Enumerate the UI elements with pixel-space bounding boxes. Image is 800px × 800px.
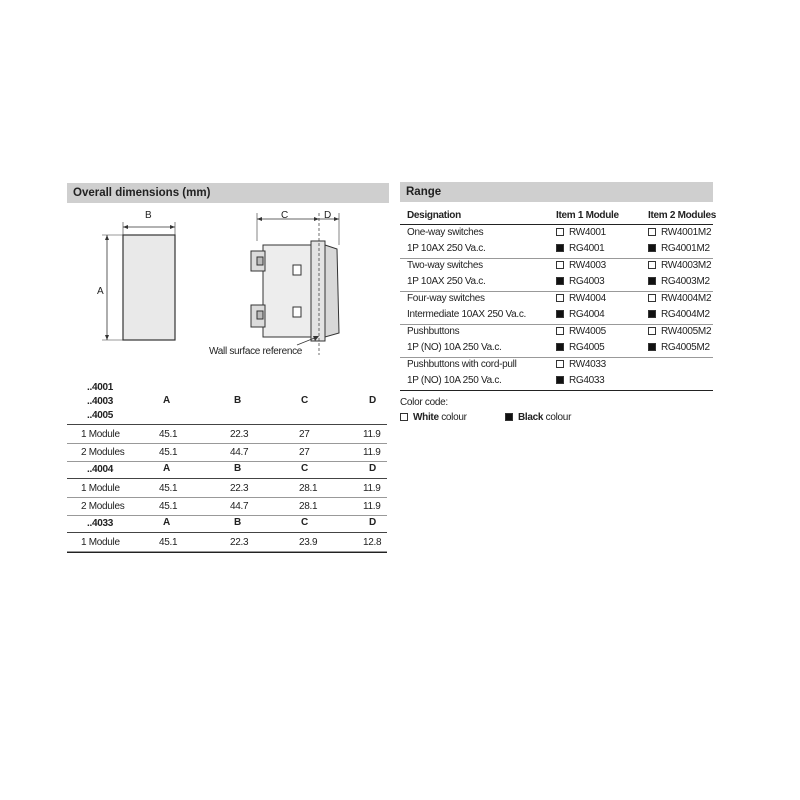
dim-row: 1 Module 45.1 22.3 27 11.9 (81, 429, 381, 440)
label-c: C (281, 210, 289, 221)
dim-col-header: C (301, 517, 308, 528)
col-item1: Item 1 Module (556, 210, 619, 221)
col-item2: Item 2 Modules (648, 210, 717, 221)
black-swatch-icon (556, 244, 564, 252)
white-swatch-icon (648, 327, 656, 335)
color-code-label: Color code: (400, 397, 448, 408)
range-item-code: RW4005M2 (648, 326, 711, 337)
range-designation: Pushbuttons with cord-pull (407, 359, 517, 370)
dim-col-header: B (234, 463, 241, 474)
dim-row: 1 Module 45.1 22.3 28.1 11.9 (81, 483, 381, 494)
range-item-code: RW4003M2 (648, 260, 711, 271)
label-d: D (324, 210, 332, 221)
white-swatch-icon (648, 228, 656, 236)
range-designation: Two-way switches (407, 260, 483, 271)
range-designation: 1P 10AX 250 Va.c. (407, 275, 486, 287)
label-b: B (145, 210, 152, 221)
range-designation: Pushbuttons (407, 326, 460, 337)
white-swatch-icon (556, 228, 564, 236)
range-item-code: RG4001M2 (648, 243, 710, 254)
range-item-code: RW4005 (556, 326, 606, 337)
dim-col-header: A (163, 517, 170, 528)
label-a: A (97, 286, 104, 297)
range-item-code: RG4003 (556, 276, 604, 287)
dim-col-header: B (234, 395, 241, 406)
wall-surface-note: Wall surface reference (209, 346, 303, 357)
dim-col-header: A (163, 463, 170, 474)
dim-col-header: C (301, 395, 308, 406)
black-swatch-icon (556, 310, 564, 318)
range-item-code: RG4004M2 (648, 309, 710, 320)
range-designation: 1P (NO) 10A 250 Va.c. (407, 341, 502, 353)
white-swatch-icon (400, 413, 408, 421)
col-designation: Designation (407, 210, 461, 221)
black-swatch-icon (648, 277, 656, 285)
black-swatch-icon (648, 244, 656, 252)
range-item-code: RG4005 (556, 342, 604, 353)
range-item-code: RG4033 (556, 375, 604, 386)
color-code-black: Black colour (505, 412, 571, 423)
black-swatch-icon (505, 413, 513, 421)
dim-col-header: D (369, 517, 376, 528)
dim-group-code: ..4001 (87, 382, 114, 393)
white-swatch-icon (556, 360, 564, 368)
dim-row: 1 Module 45.1 22.3 23.9 12.8 (81, 537, 382, 548)
front-view (123, 235, 175, 340)
range-designation: Four-way switches (407, 293, 485, 304)
black-swatch-icon (556, 343, 564, 351)
range-item-code: RG4004 (556, 309, 604, 320)
range-table (400, 206, 717, 396)
dim-row: 2 Modules 45.1 44.7 28.1 11.9 (81, 501, 381, 512)
range-header (400, 182, 713, 202)
dim-row: 2 Modules 45.1 44.7 27 11.9 (81, 447, 381, 458)
dim-col-header: D (369, 395, 376, 406)
dim-col-header: B (234, 517, 241, 528)
range-item-code: RW4001M2 (648, 227, 711, 238)
black-swatch-icon (648, 310, 656, 318)
dim-col-header: A (163, 395, 170, 406)
range-item-code: RW4033 (556, 359, 606, 370)
white-swatch-icon (556, 261, 564, 269)
color-code-white: White colour (400, 412, 467, 423)
range-item-code: RG4001 (556, 243, 604, 254)
dimensions-table (67, 380, 387, 554)
range-item-code: RW4003 (556, 260, 606, 271)
side-view (251, 241, 339, 341)
range-designation: Intermediate 10AX 250 Va.c. (407, 308, 527, 320)
dimensions-title: Overall dimensions (mm) (73, 187, 211, 199)
range-item-code: RW4004 (556, 293, 606, 304)
range-item-code: RG4003M2 (648, 276, 710, 287)
range-designation: 1P 10AX 250 Va.c. (407, 242, 486, 254)
dim-group-code: ..4004 (87, 464, 114, 475)
dimensions-header (67, 183, 389, 203)
range-item-code: RW4004M2 (648, 293, 711, 304)
black-swatch-icon (556, 376, 564, 384)
dim-group-code: ..4005 (87, 410, 114, 421)
range-designation: One-way switches (407, 227, 484, 238)
dim-col-header: C (301, 463, 308, 474)
white-swatch-icon (556, 294, 564, 302)
black-swatch-icon (556, 277, 564, 285)
white-swatch-icon (648, 294, 656, 302)
range-designation: 1P (NO) 10A 250 Va.c. (407, 374, 502, 386)
range-title: Range (406, 186, 442, 198)
range-item-code: RW4001 (556, 227, 606, 238)
black-swatch-icon (648, 343, 656, 351)
white-swatch-icon (556, 327, 564, 335)
dim-col-header: D (369, 463, 376, 474)
dim-group-code: ..4003 (87, 396, 114, 407)
white-swatch-icon (648, 261, 656, 269)
range-item-code: RG4005M2 (648, 342, 710, 353)
dim-group-code: ..4033 (87, 518, 114, 529)
